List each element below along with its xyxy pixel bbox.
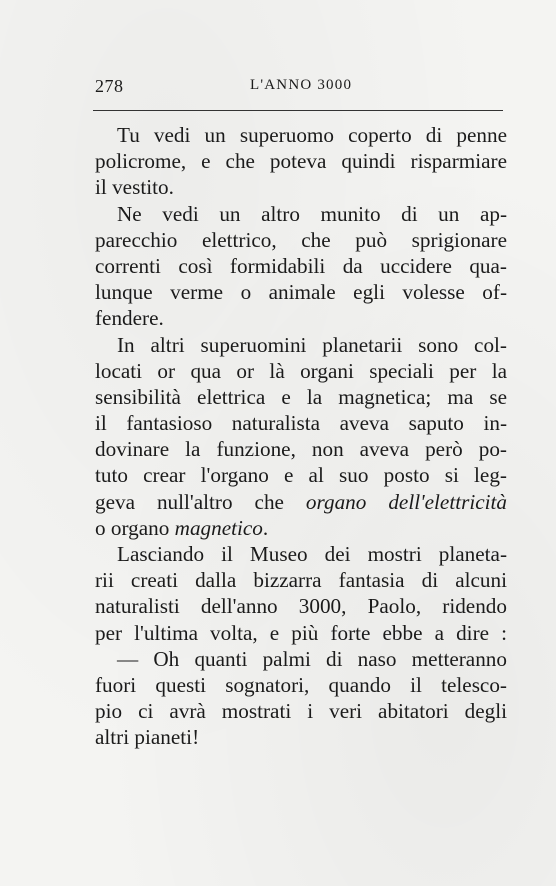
text-line-content: naturalisti dell'anno 3000, Paolo, ridendo bbox=[95, 594, 507, 619]
text-line-content: fendere. bbox=[95, 306, 164, 331]
text-line bbox=[95, 436, 507, 462]
body-text bbox=[95, 122, 507, 751]
text-line-content: dovinare la funzione, non aveva però po- bbox=[95, 437, 507, 462]
text-line bbox=[95, 305, 507, 331]
text-line bbox=[95, 174, 507, 200]
text-line-content: per l'ultima volta, e più forte ebbe a dire : bbox=[95, 620, 507, 645]
italic-phrase: organo dell'elettricità bbox=[305, 489, 507, 514]
text-line-content: Tu vedi un superuomo coperto di penne bbox=[117, 123, 507, 147]
text-line bbox=[95, 332, 507, 358]
text-line bbox=[95, 620, 507, 646]
text-line bbox=[95, 201, 507, 227]
text-line bbox=[95, 567, 507, 593]
text-line bbox=[95, 253, 507, 279]
text-line bbox=[95, 122, 507, 148]
page-header bbox=[95, 76, 503, 100]
text-line-content: sensibilità elettrica e la magnetica; ma se bbox=[95, 384, 507, 409]
text-line bbox=[95, 724, 507, 750]
text-line bbox=[95, 384, 507, 410]
text-line-content: altri pianeti! bbox=[95, 725, 200, 750]
text-line bbox=[95, 227, 507, 253]
italic-phrase: magnetico bbox=[174, 515, 263, 540]
text-line-content: locati or qua or là organi speciali per la bbox=[95, 358, 507, 383]
text-line-content: — Oh quanti palmi di naso metteranno bbox=[117, 646, 507, 671]
text-line-content: il fantasioso naturalista aveva saputo in- bbox=[95, 411, 507, 436]
text-line bbox=[95, 148, 507, 174]
text-line-content: il vestito. bbox=[95, 175, 174, 200]
text-line bbox=[95, 698, 507, 724]
text-line bbox=[95, 410, 507, 436]
text-line-content: parecchio elettrico, che può sprigionare bbox=[95, 227, 507, 252]
text-line bbox=[95, 462, 507, 488]
text-line bbox=[95, 489, 507, 515]
text-line-content: tuto crear l'organo e al suo posto si leg- bbox=[95, 463, 507, 488]
text-line bbox=[95, 593, 507, 619]
text-line bbox=[95, 541, 507, 567]
text-line-content: In altri superuomini planetarii sono col- bbox=[117, 332, 507, 357]
text-line-content: pio ci avrà mostrati i veri abitatori degli bbox=[95, 699, 507, 724]
text-line-content: policrome, e che poteva quindi risparmiare bbox=[95, 149, 507, 174]
text-line-content: fuori questi sognatori, quando il telesco- bbox=[95, 672, 507, 697]
text-line-content: Ne vedi un altro munito di un ap- bbox=[117, 201, 507, 226]
text-line bbox=[95, 646, 507, 672]
text-line-content: geva null'altro che bbox=[95, 489, 306, 514]
text-line-content: correnti così formidabili da uccidere qua- bbox=[95, 253, 507, 278]
text-line bbox=[95, 672, 507, 698]
header-rule bbox=[93, 110, 503, 111]
text-line-content: lunque verme o animale egli volesse of- bbox=[95, 280, 507, 305]
running-title: L'ANNO 3000 bbox=[250, 77, 353, 93]
text-line-content: o organo bbox=[95, 515, 175, 540]
text-line-content: rii creati dalla bizzarra fantasia di alcuni bbox=[95, 568, 507, 593]
page-number: 278 bbox=[95, 76, 124, 96]
text-line-content: Lasciando il Museo dei mostri planeta- bbox=[117, 542, 507, 566]
text-line-tail: . bbox=[262, 515, 269, 540]
text-line bbox=[95, 358, 507, 384]
text-line bbox=[95, 279, 507, 305]
text-line bbox=[95, 515, 507, 541]
